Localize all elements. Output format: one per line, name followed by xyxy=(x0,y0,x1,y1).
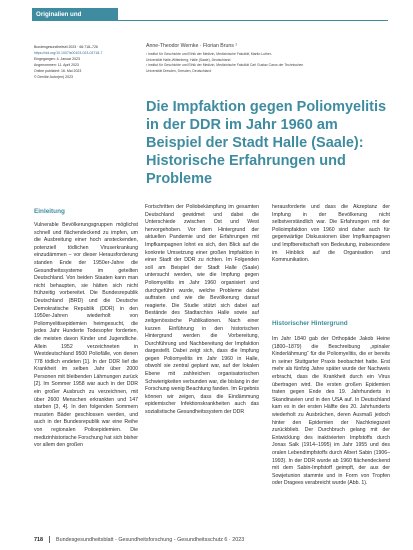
accepted-date: Angenommen: 11. April 2023 xyxy=(34,63,79,67)
doi-link[interactable]: https://doi.org/10.1007/s00103-023-03718-7 xyxy=(34,51,103,55)
affiliation-line: ² Institut für Geschichte und Ethik der Medizin, Medizinische Fakultät Carl Gustav Carus der Technischen xyxy=(146,63,304,68)
online-date: Online publiziert: 16. Mai 2023 xyxy=(34,69,82,73)
affiliation-line: Universität Dresden, Dresden, Deutschland xyxy=(146,68,212,73)
received-date: Eingegangen: 4. Januar 2023 xyxy=(34,57,80,61)
affiliation-line: Universität Halle-Wittenberg, Halle (Saale), Deutschland xyxy=(146,57,231,62)
page-number: 718 xyxy=(34,536,43,543)
body-column-3: herausforderte und dass die Akzeptanz der Impfung in der Bevölkerung nicht selbstverständlich war. Die Erfahrungen mit der Polioimpfaktion von 1960 sind daher auch für gegenwärtige Diskussionen über Impfkampagnen und Impfbereitschaft von Bedeutung, insbesondere im Hinblick auf die Organisation und Kommunikation. xyxy=(272,204,390,264)
journal-reference: Bundesgesundheitsbl 2023 · 66:718–726 xyxy=(34,45,98,49)
article-meta xyxy=(34,44,138,80)
header-rule xyxy=(118,20,388,21)
copyright: © Der/die Autor(en) 2023 xyxy=(34,75,73,79)
section-label: Originalien und Übersichten xyxy=(32,8,118,21)
body-column-1: Vulnerable Bevölkerungsgruppen möglichst schnell und flächendeckend zu impfen, um die Ausbreitung einer hoch ansteckenden, potenziell tödlichen Viruserkrankung einzudämmen – vor dieser Herausforderung standen Ende der 1950er-Jahre die Gesundheitssysteme im geteilten Deutschland. Von beiden Staaten kann man nicht behaupten, sie hätten sich nicht frühzeitig vorbereitet. Die Bundesrepublik Deutschland (BRD) und die Deutsche Demokratische Republik (DDR) in den 1950er-Jahren wiederholt von Poliomyelitisepidemien heimgesucht, die jedes Jahr Hunderte Todesopfer forderten, die meisten davon Kinder und Jugendliche. Allein 1952 verzeichneten in Westdeutschland 9500 Poliofälle, von denen 778 tödlich endeten [1]. In der DDR lief die Krankheit im selben Jahr über 2000 Personen mit bleibenden Lähmungen zurück [2]. Im Sommer 1958 war auch in der DDR ein großer Ausbruch zu verzeichnen, mit über 2600 Menschen erkrankten und 147 starben [3, 4]. In den folgenden Sommern mussten Bäder geschlossen werden, und auch in der Bundesrepublik war eine Reihe von regionalen Polioepidemien. Die medizinhistorische Forschung hat sich bisher vor allem den großen xyxy=(34,222,138,449)
affiliation-line: ¹ Institut für Geschichte und Ethik der Medizin, Medizinische Fakultät, Martin-Luther- xyxy=(146,52,273,56)
journal-citation: Bundesgesundheitsblatt - Gesundheitsforschung - Gesundheitsschutz 6 · 2023 xyxy=(56,536,245,543)
authors: Anne-Theodor Wernke · Florian Bruns ¹ xyxy=(146,43,238,49)
article-title: Die Impfaktion gegen Poliomyelitis in der DDR im Jahr 1960 am Beispiel der Stadt Halle (Saale): Historische Erfahrungen und Probleme xyxy=(146,99,387,187)
page-footer xyxy=(34,536,394,543)
section-heading-historischer-hintergrund: Historischer Hintergrund xyxy=(272,320,348,327)
body-column-2: Fortschritten der Poliobekämpfung im gesamten Deutschland gewidmet und dabei die Unterschiede zwischen Ost und West hervorgehoben. Vor dem Hintergrund der aktuellen Pandemie und der Erfahrungen mit Impfkampagnen lohnt es sich, den Blick auf die konkrete Umsetzung einer großen Impfaktion in einer Stadt der DDR zu richten. Im Folgenden soll am Beispiel der Stadt Halle (Saale) untersucht werden, wie die Impfung gegen Poliomyelitis im Jahr 1960 organisiert und durchgeführt wurde, welche Probleme dabei auftraten und wie die Bevölkerung darauf reagierte. Die Studie stützt sich dabei auf Bestände des Stadtarchivs Halle sowie auf zeitgenössische Publikationen. Nach einer kurzen Einführung in den historischen Hintergrund werden die Vorbereitung, Durchführung und Nachbereitung der Impfaktion dargestellt. Dabei zeigt sich, dass die Impfung gegen Poliomyelitis im Jahr 1960 in Halle, obwohl sie zentral geplant war, auf der lokalen Ebene mit zahlreichen organisatorischen Schwierigkeiten verbunden war, die bislang in der Forschung wenig Beachtung fanden. Im Ergebnis können wir zeigen, dass die Eindämmung epidemischer Infektionskrankheiten auch das sozialistische Gesundheitssystem der DDR xyxy=(145,204,259,416)
section-heading-einleitung: Einleitung xyxy=(34,208,65,215)
affiliations xyxy=(146,52,386,74)
footer-divider xyxy=(49,536,50,543)
body-column-3-continued: Im Jahr 1840 gab der Orthopäde Jakob Heine (1800–1879) die Beschreibung „spinaler Kinderlähmung“ für die Poliomyelitis, die er bereits in seiner Stuttgarter Praxis beobachtet hatte. Erst mehr als fünfzig Jahre später wurde der Nachweis erbracht, dass die Krankheit durch ein Virus übertragen wird. Die ersten großen Epidemien traten gegen Ende des 19. Jahrhunderts in Skandinavien und in den USA auf. In Deutschland kam es in der ersten Hälfte des 20. Jahrhunderts wiederholt zu Ausbrüchen, deren Ausmaß jedoch hinter den Epidemien der Nachkriegszeit zurückblieb. Der Durchbruch gelang mit der Entwicklung des inaktivierten Impfstoffs durch Jonas Salk (1914–1995) im Jahr 1955 und des oralen Lebendimpfstoffs durch Albert Sabin (1906–1993). In der DDR wurde ab 1960 flächendeckend mit dem Sabin-Impfstoff geimpft, der aus der Sowjetunion stammte und in Form von Tropfen oder Dragees verabreicht wurde (Abb. 1). xyxy=(272,336,390,487)
